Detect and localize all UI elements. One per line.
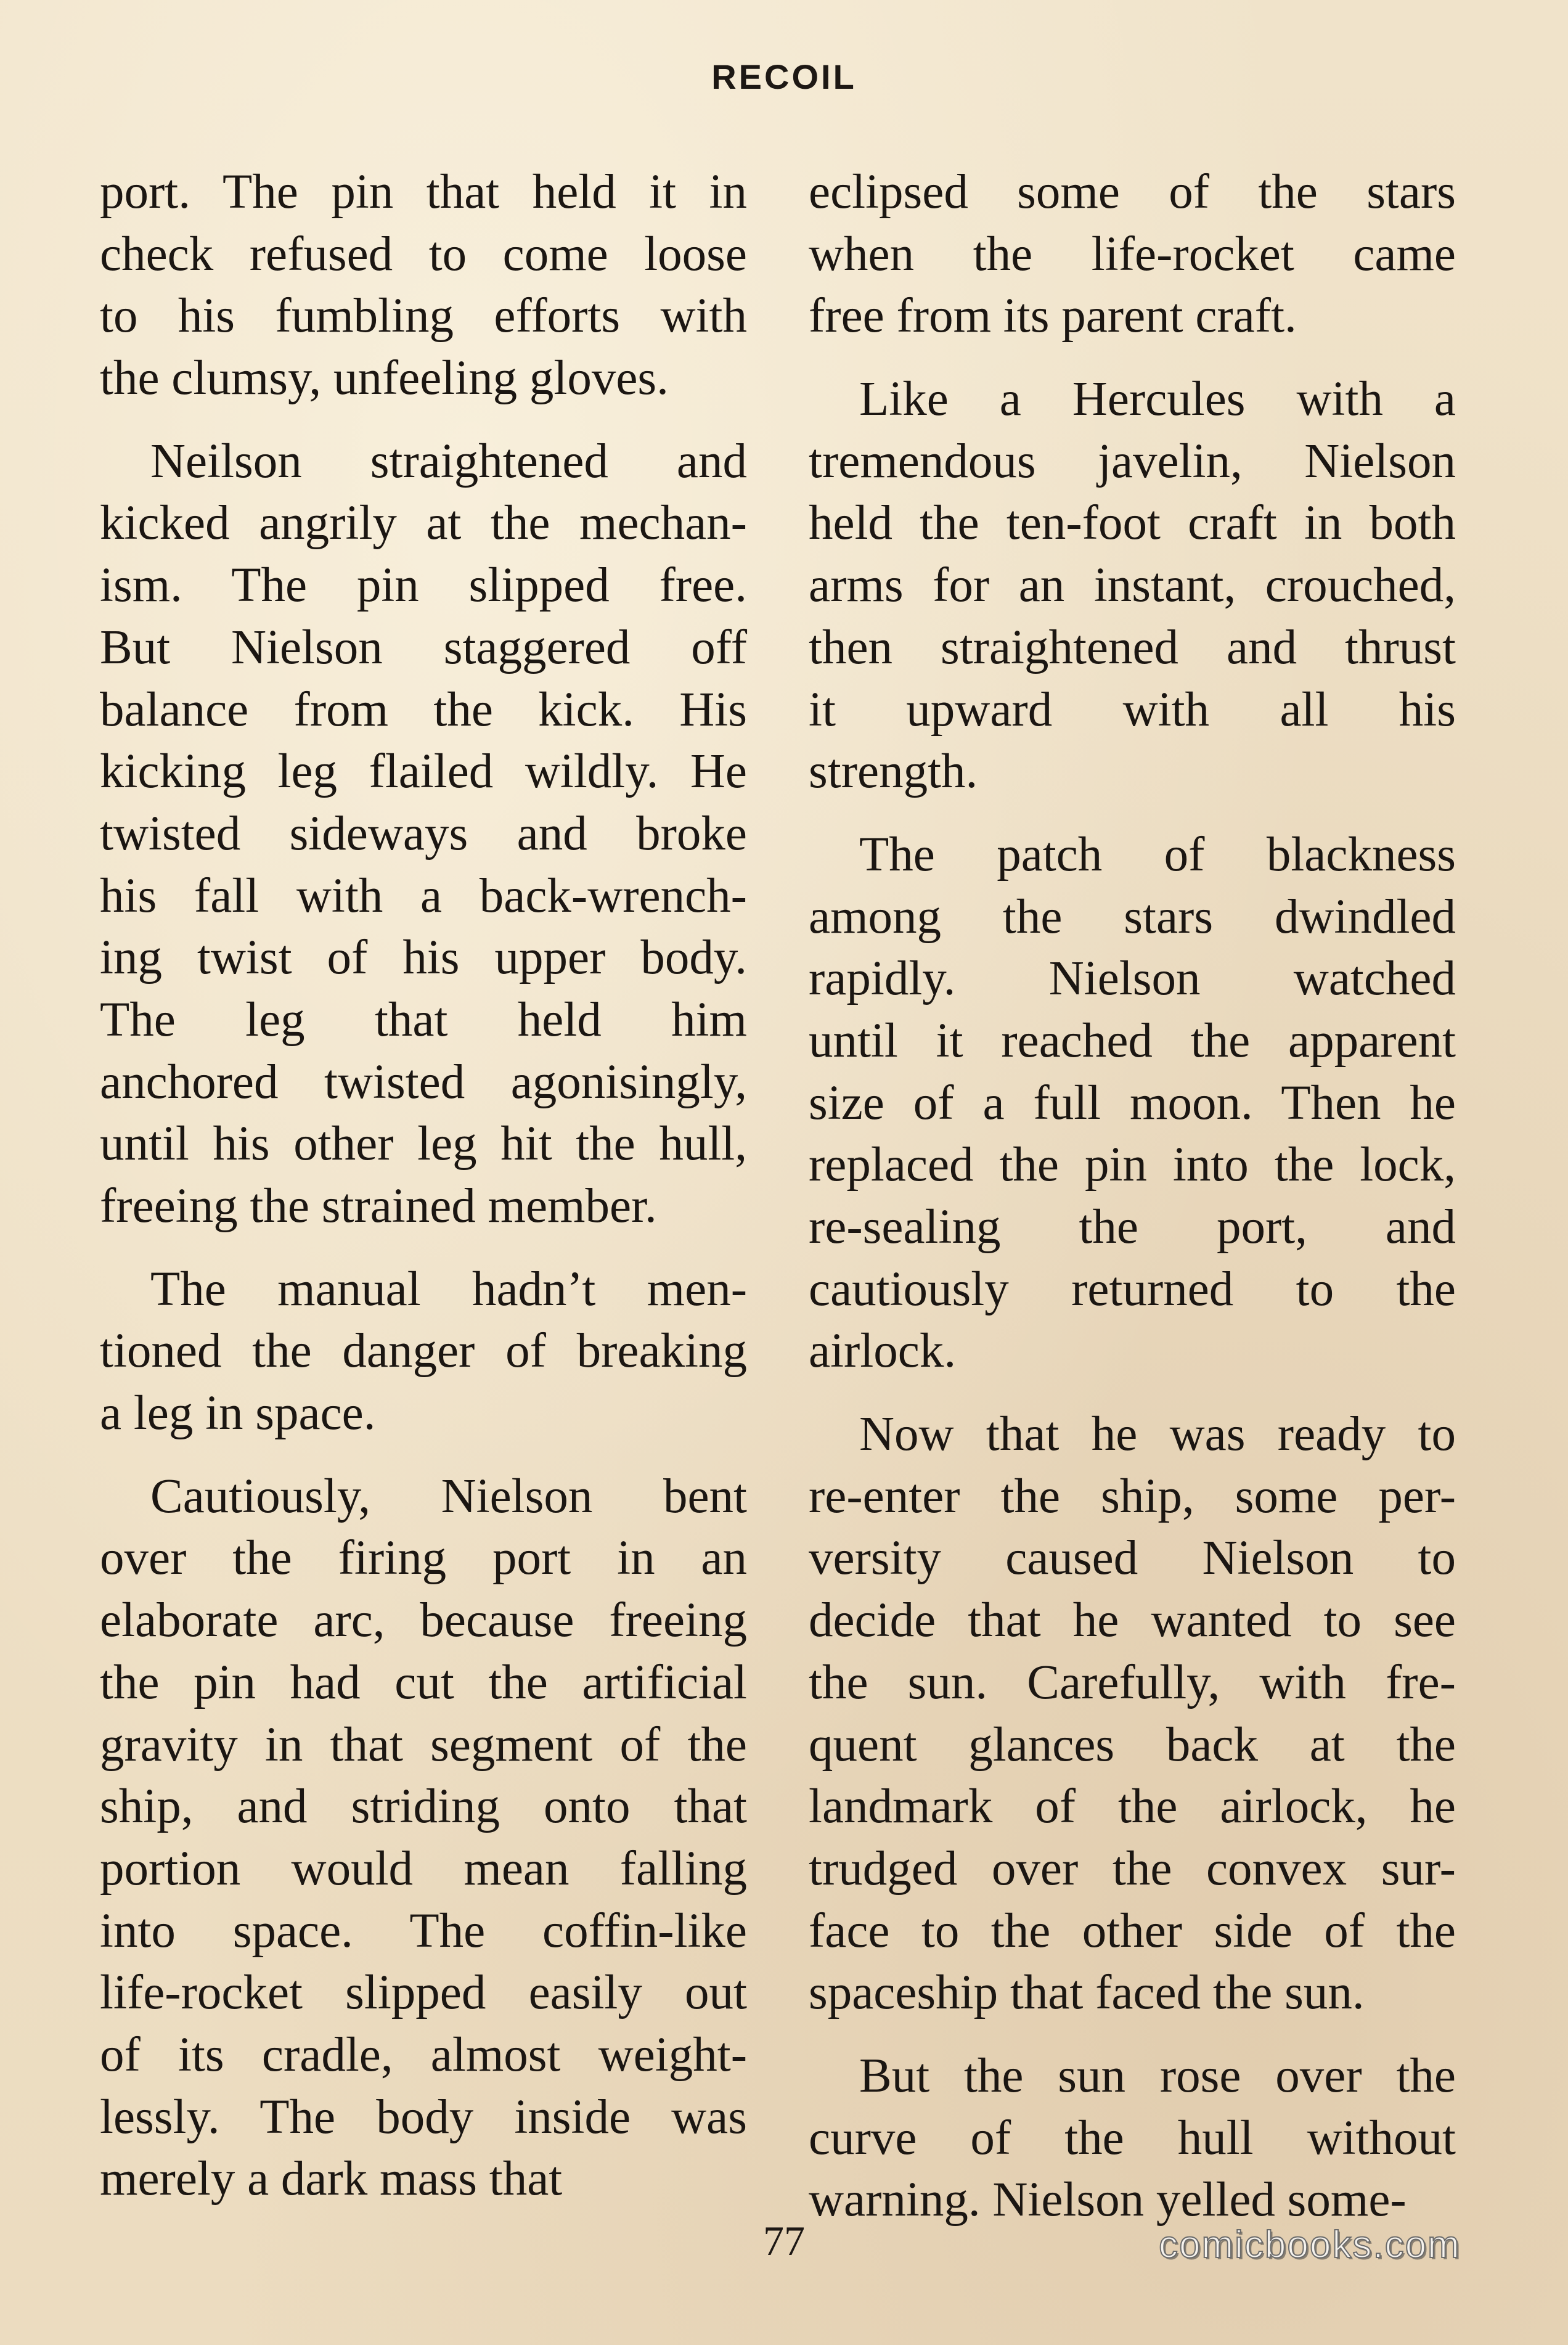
text-line: it upward with all his (809, 682, 1456, 737)
paragraph (809, 824, 1456, 1383)
paragraph-gap (100, 410, 747, 431)
text-line: face to the other side of the (809, 1904, 1456, 1958)
text-line: replaced the pin into the lock, (809, 1138, 1456, 1192)
text-line: Like a Hercules with a (859, 372, 1456, 427)
text-line: strength. (809, 745, 978, 799)
text-line: kicked angrily at the mechan- (100, 496, 747, 550)
text-line: check refused to come loose (100, 227, 747, 281)
text-line: elaborate arc, because freeing (100, 1594, 747, 1648)
text-line: Neilson straightened and (150, 434, 747, 488)
text-line: tioned the danger of breaking (100, 1324, 747, 1378)
text-column-right (809, 162, 1456, 2232)
text-line: when the life-rocket came (809, 227, 1456, 281)
text-line: freeing the strained member. (100, 1179, 657, 1233)
paragraph (100, 431, 747, 1238)
paragraph-gap (809, 348, 1456, 369)
text-line: kicking leg flailed wildly. He (100, 745, 747, 799)
text-line: the sun. Carefully, with fre- (809, 1655, 1456, 1709)
text-line: decide that he wanted to see (809, 1594, 1456, 1648)
paragraph (100, 162, 747, 410)
text-line: a leg in space. (100, 1386, 376, 1441)
text-line: balance from the kick. His (100, 682, 747, 737)
text-line: The leg that held him (100, 992, 747, 1047)
text-line: Cautiously, Nielson bent (150, 1469, 747, 1523)
text-column-left (100, 162, 747, 2211)
text-line: of its cradle, almost weight- (100, 2028, 747, 2082)
text-line: into space. The coffin-like (100, 1904, 747, 1958)
text-line: merely a dark mass that (100, 2152, 563, 2206)
text-line: his fall with a back-wrench- (100, 869, 747, 923)
text-line: twisted sideways and broke (100, 806, 747, 861)
text-line: size of a full moon. Then he (809, 1076, 1456, 1130)
text-line: The patch of blackness (859, 827, 1456, 882)
text-line: portion would mean falling (100, 1841, 747, 1896)
text-line: port. The pin that held it in (100, 165, 747, 219)
text-line: airlock. (809, 1324, 957, 1378)
running-head: RECOIL (711, 57, 857, 96)
text-line: the pin had cut the artificial (100, 1655, 747, 1709)
text-line: ing twist of his upper body. (100, 931, 747, 985)
text-line: arms for an instant, crouched, (809, 559, 1456, 613)
text-line: the clumsy, unfeeling gloves. (100, 351, 669, 406)
text-line: among the stars dwindled (809, 890, 1456, 944)
paragraph (809, 162, 1456, 348)
text-line: The manual hadn’t men- (150, 1262, 747, 1316)
text-line: anchored twisted agonisingly, (100, 1055, 747, 1109)
text-line: gravity in that segment of the (100, 1717, 747, 1772)
text-line: eclipsed some of the stars (809, 165, 1456, 219)
text-line: spaceship that faced the sun. (809, 1966, 1365, 2020)
text-line: But Nielson staggered off (100, 620, 747, 674)
paragraph-gap (100, 1238, 747, 1259)
text-line: tremendous javelin, Nielson (809, 434, 1456, 488)
text-line: to his fumbling efforts with (100, 289, 747, 343)
text-line: ism. The pin slipped free. (100, 559, 747, 613)
text-line: lessly. The body inside was (100, 2090, 747, 2144)
paragraph (809, 369, 1456, 803)
text-line: Now that he was ready to (859, 1407, 1456, 1462)
text-line: But the sun rose over the (859, 2048, 1456, 2103)
text-line: then straightened and thrust (809, 620, 1456, 674)
text-line: until it reached the apparent (809, 1013, 1456, 1068)
text-line: rapidly. Nielson watched (809, 952, 1456, 1006)
text-line: warning. Nielson yelled some- (809, 2173, 1407, 2227)
paragraph (100, 1259, 747, 1445)
paragraph-gap (809, 2024, 1456, 2045)
paragraph (809, 1404, 1456, 2024)
text-line: curve of the hull without (809, 2111, 1456, 2165)
text-line: cautiously returned to the (809, 1262, 1456, 1316)
text-line: over the firing port in an (100, 1531, 747, 1586)
text-line: landmark of the airlock, he (809, 1780, 1456, 1834)
text-line: trudged over the convex sur- (809, 1841, 1456, 1896)
text-line: versity caused Nielson to (809, 1531, 1456, 1586)
text-line: re-enter the ship, some per- (809, 1469, 1456, 1523)
text-line: free from its parent craft. (809, 289, 1297, 343)
paragraph-gap (100, 1445, 747, 1466)
text-line: until his other leg hit the hull, (100, 1117, 747, 1171)
page-number: 77 (763, 2217, 805, 2264)
text-line: held the ten-foot craft in both (809, 496, 1456, 550)
paragraph (100, 1466, 747, 2211)
paragraph-gap (809, 1383, 1456, 1404)
paragraph (809, 2045, 1456, 2232)
paragraph-gap (809, 803, 1456, 824)
text-line: life-rocket slipped easily out (100, 1966, 747, 2020)
text-line: quent glances back at the (809, 1717, 1456, 1772)
text-line: ship, and striding onto that (100, 1780, 747, 1834)
text-line: re-sealing the port, and (809, 1200, 1456, 1254)
watermark-logo: comicbooks.com (1159, 2224, 1461, 2266)
